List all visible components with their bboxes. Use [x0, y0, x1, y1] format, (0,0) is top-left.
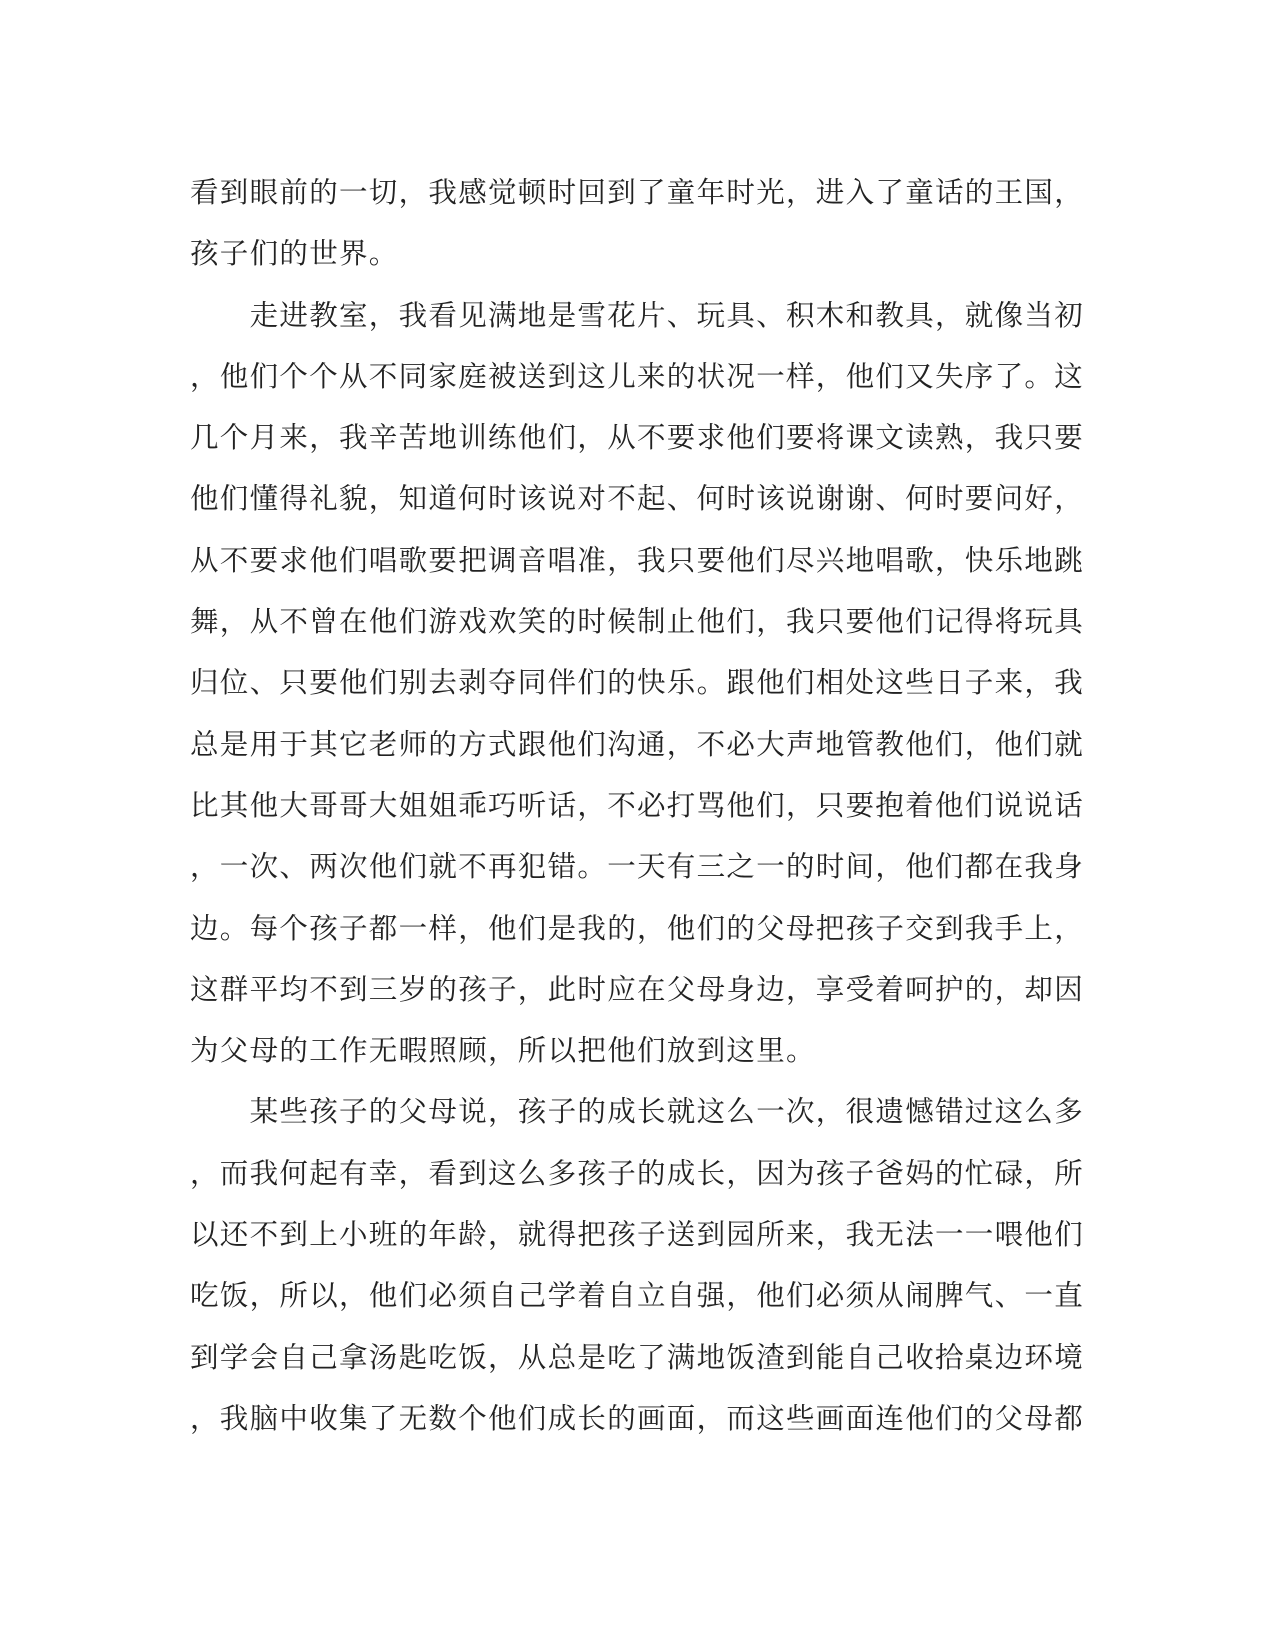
text-line: 比其他大哥哥大姐姐乖巧听话，不必打骂他们，只要抱着他们说说话 [190, 788, 1085, 822]
text-line: 以还不到上小班的年龄，就得把孩子送到园所来，我无法一一喂他们 [190, 1218, 1085, 1252]
text-line: 舞，从不曾在他们游戏欢笑的时候制止他们，我只要他们记得将玩具 [190, 605, 1085, 639]
text-line: 到学会自己拿汤匙吃饭，从总是吃了满地饭渣到能自己收拾桌边环境 [190, 1340, 1085, 1374]
text-line: 吃饭，所以，他们必须自己学着自立自强，他们必须从闹脾气、一直 [190, 1279, 1085, 1313]
text-line: 从不要求他们唱歌要把调音唱准，我只要他们尽兴地唱歌，快乐地跳 [190, 543, 1085, 577]
text-line: 某些孩子的父母说，孩子的成长就这么一次，很遗憾错过这么多 [190, 1095, 1085, 1129]
text-line: 总是用于其它老师的方式跟他们沟通，不必大声地管教他们，他们就 [190, 727, 1085, 761]
text-line: ，他们个个从不同家庭被送到这儿来的状况一样，他们又失序了。这 [190, 359, 1085, 393]
text-line: 走进教室，我看见满地是雪花片、玩具、积木和教具，就像当初 [190, 298, 1085, 332]
text-line: 看到眼前的一切，我感觉顿时回到了童年时光，进入了童话的王国， [190, 176, 1085, 209]
body-text [190, 162, 1090, 1449]
text-line: 他们懂得礼貌，知道何时该说对不起、何时该说谢谢、何时要问好， [190, 482, 1085, 516]
text-line: 几个月来，我辛苦地训练他们，从不要求他们要将课文读熟，我只要 [190, 421, 1085, 455]
text-line: 归位、只要他们别去剥夺同伴们的快乐。跟他们相处这些日子来，我 [190, 666, 1085, 700]
text-line: 孩子们的世界。 [190, 237, 399, 271]
text-line: 为父母的工作无暇照顾，所以把他们放到这里。 [190, 1034, 816, 1068]
text-line: ，一次、两次他们就不再犯错。一天有三之一的时间，他们都在我身 [190, 850, 1085, 884]
text-line: 边。每个孩子都一样，他们是我的，他们的父母把孩子交到我手上， [190, 911, 1085, 945]
text-line: 这群平均不到三岁的孩子，此时应在父母身边，享受着呵护的，却因 [190, 972, 1085, 1006]
text-line: ，而我何起有幸，看到这么多孩子的成长，因为孩子爸妈的忙碌，所 [190, 1156, 1085, 1190]
text-line: ，我脑中收集了无数个他们成长的画面，而这些画面连他们的父母都 [190, 1401, 1085, 1435]
